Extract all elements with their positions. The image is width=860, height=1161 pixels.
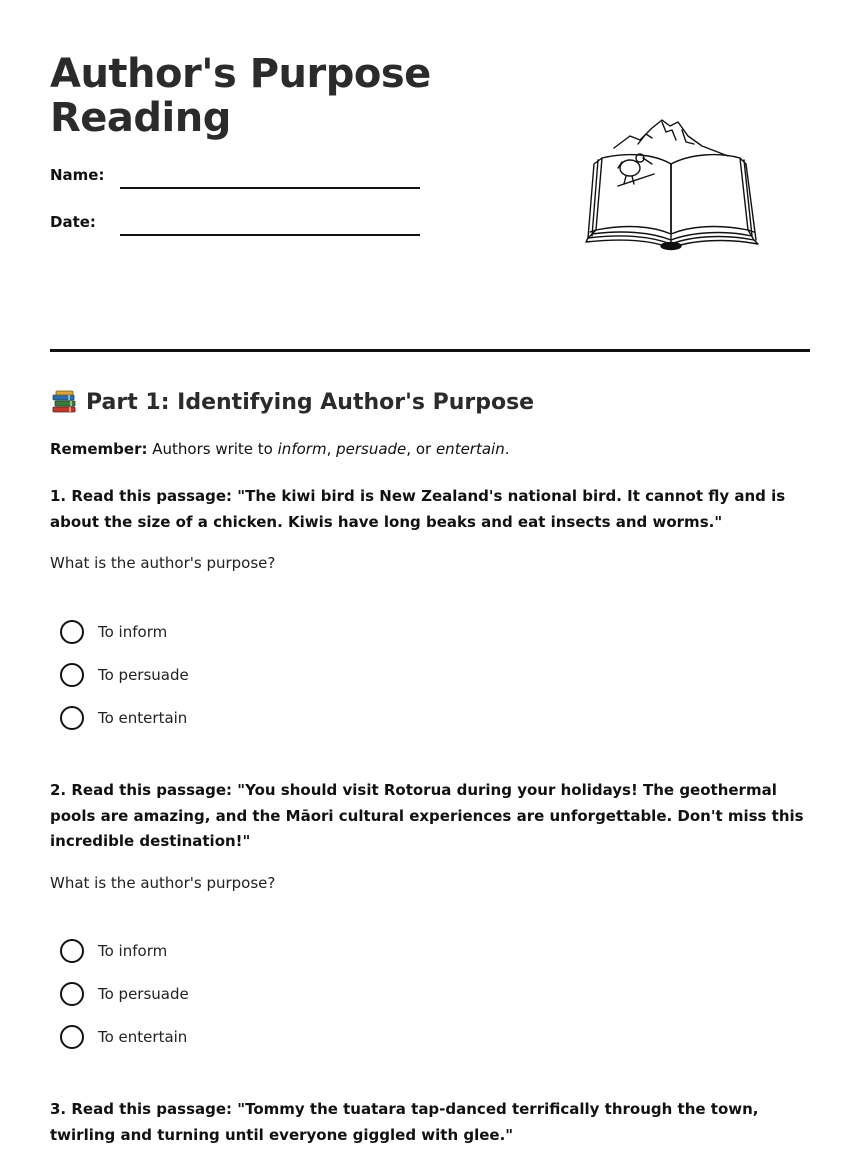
- radio-button[interactable]: [60, 1025, 84, 1049]
- question-1-prompt: What is the author's purpose?: [50, 554, 276, 572]
- remember-sep-1: ,: [326, 440, 337, 458]
- question-2: 2. Read this passage: "You should visit Rotorua during your holidays! The geothermal pools are amazing, and the Māori cultural experiences are unforgettable. Don't miss this incredible destination!": [50, 781, 804, 850]
- question-2-prompt: What is the author's purpose?: [50, 874, 276, 892]
- page-title-line-1: Author's Purpose: [50, 51, 431, 97]
- remember-note: [50, 440, 510, 458]
- question-2-option-persuade[interactable]: [60, 982, 189, 1006]
- name-label: Name:: [50, 166, 105, 184]
- remember-persuade: persuade: [336, 440, 407, 458]
- page-title-line-2: Reading: [50, 95, 231, 141]
- radio-button[interactable]: [60, 663, 84, 687]
- radio-button[interactable]: [60, 620, 84, 644]
- option-label: To persuade: [98, 985, 189, 1003]
- books-icon: [50, 388, 78, 416]
- option-label: To entertain: [98, 709, 188, 727]
- remember-text: Authors write to: [147, 440, 278, 458]
- remember-label: Remember:: [50, 440, 148, 458]
- option-label: To inform: [98, 623, 168, 641]
- question-1: 1. Read this passage: "The kiwi bird is New Zealand's national bird. It cannot fly and is about the size of a chicken. Kiwis have long beaks and eat insects and worms.": [50, 487, 786, 531]
- remember-entertain: entertain: [435, 440, 505, 458]
- remember-sep-2: , or: [406, 440, 436, 458]
- question-3: 3. Read this passage: "Tommy the tuatara tap-danced terrifically through the town, twirling and turning until everyone giggled with glee.": [50, 1100, 759, 1144]
- section-divider: [50, 349, 810, 352]
- part-1-heading-text: Part 1: Identifying Author's Purpose: [86, 389, 535, 415]
- part-1-heading: [50, 388, 534, 416]
- question-2-option-entertain[interactable]: [60, 1025, 187, 1049]
- option-label: To entertain: [98, 1028, 188, 1046]
- remember-end: .: [504, 440, 510, 458]
- open-book-kiwi-icon: [578, 112, 764, 252]
- name-input-line[interactable]: [120, 187, 420, 189]
- page-title: [50, 52, 431, 140]
- radio-button[interactable]: [60, 939, 84, 963]
- question-1-option-persuade[interactable]: [60, 663, 189, 687]
- remember-inform: inform: [277, 440, 327, 458]
- option-label: To inform: [98, 942, 168, 960]
- question-1-option-inform[interactable]: [60, 620, 167, 644]
- option-label: To persuade: [98, 666, 189, 684]
- question-1-option-entertain[interactable]: [60, 706, 187, 730]
- radio-button[interactable]: [60, 982, 84, 1006]
- date-label: Date:: [50, 213, 96, 231]
- radio-button[interactable]: [60, 706, 84, 730]
- date-input-line[interactable]: [120, 234, 420, 236]
- question-2-option-inform[interactable]: [60, 939, 167, 963]
